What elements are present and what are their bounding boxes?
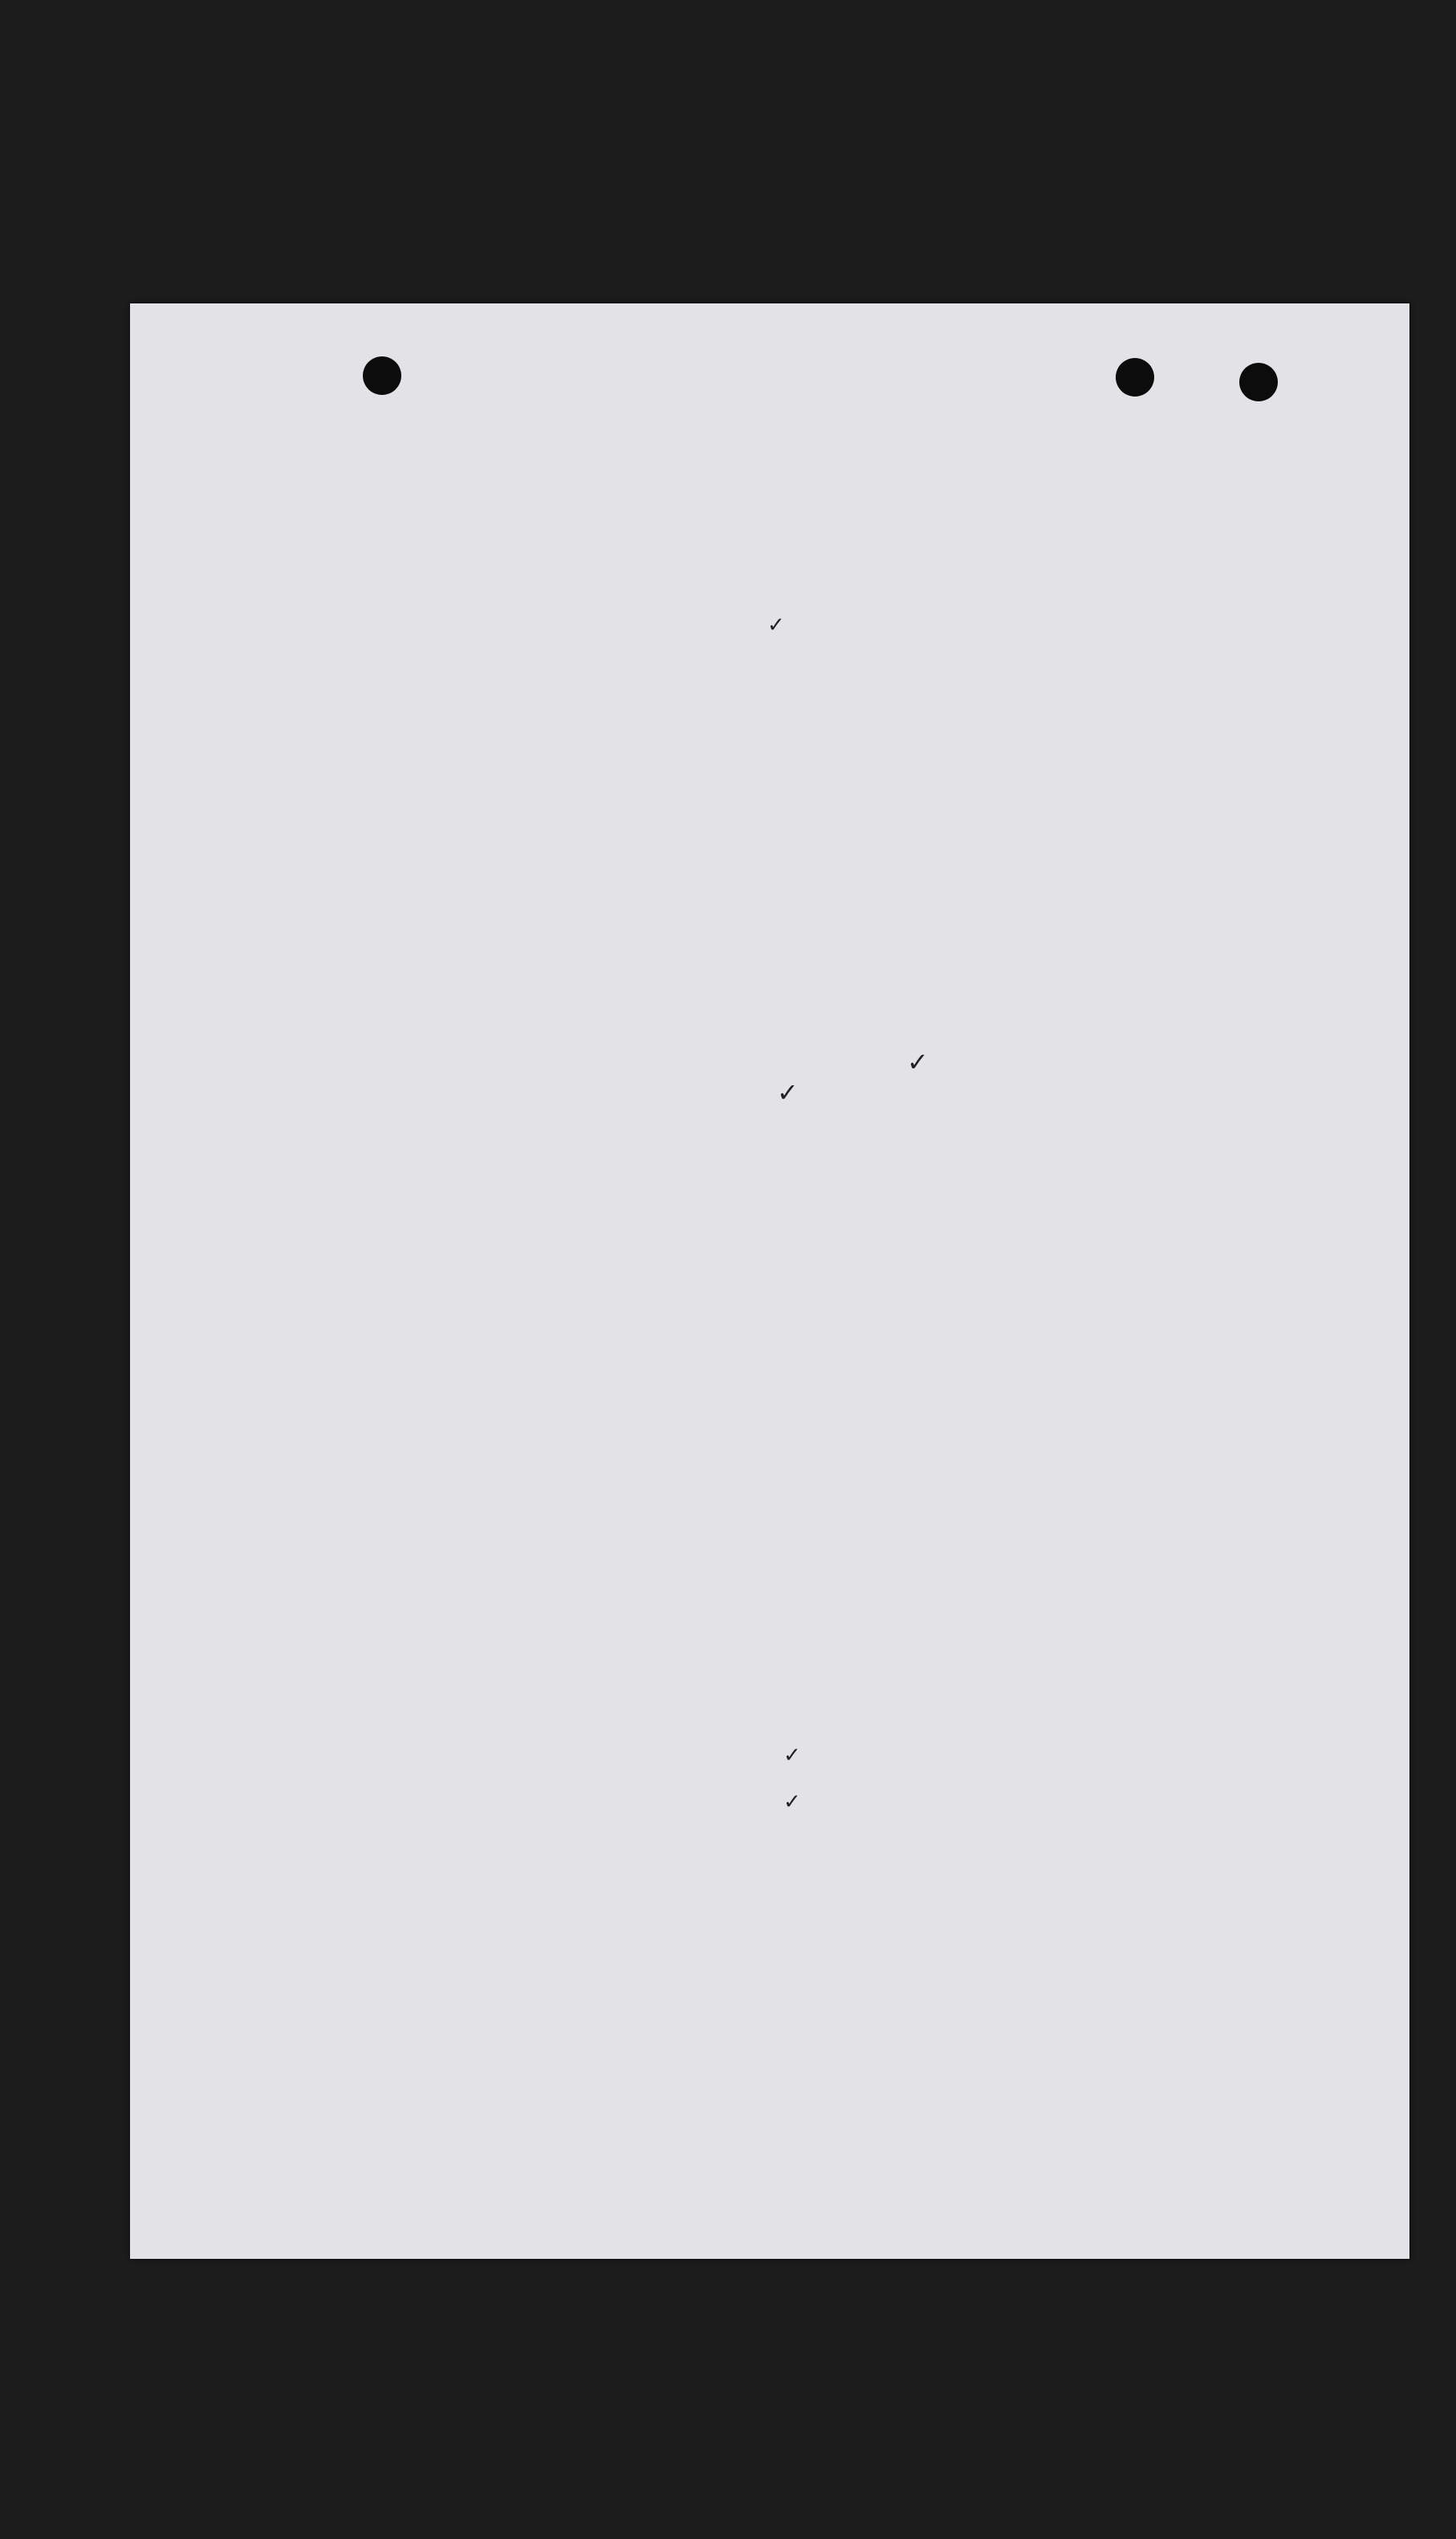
check-mark-icon: ✓ — [777, 1077, 799, 1108]
check-mark-icon: ✓ — [783, 1790, 801, 1814]
check-mark-icon: ✓ — [783, 1744, 801, 1768]
check-mark-icon: ✓ — [767, 613, 785, 637]
punch-hole — [1116, 358, 1154, 397]
punch-hole — [1239, 363, 1278, 401]
check-mark-icon: ✓ — [907, 1047, 929, 1077]
punch-hole — [363, 356, 401, 395]
manifest-page — [130, 303, 1409, 2259]
